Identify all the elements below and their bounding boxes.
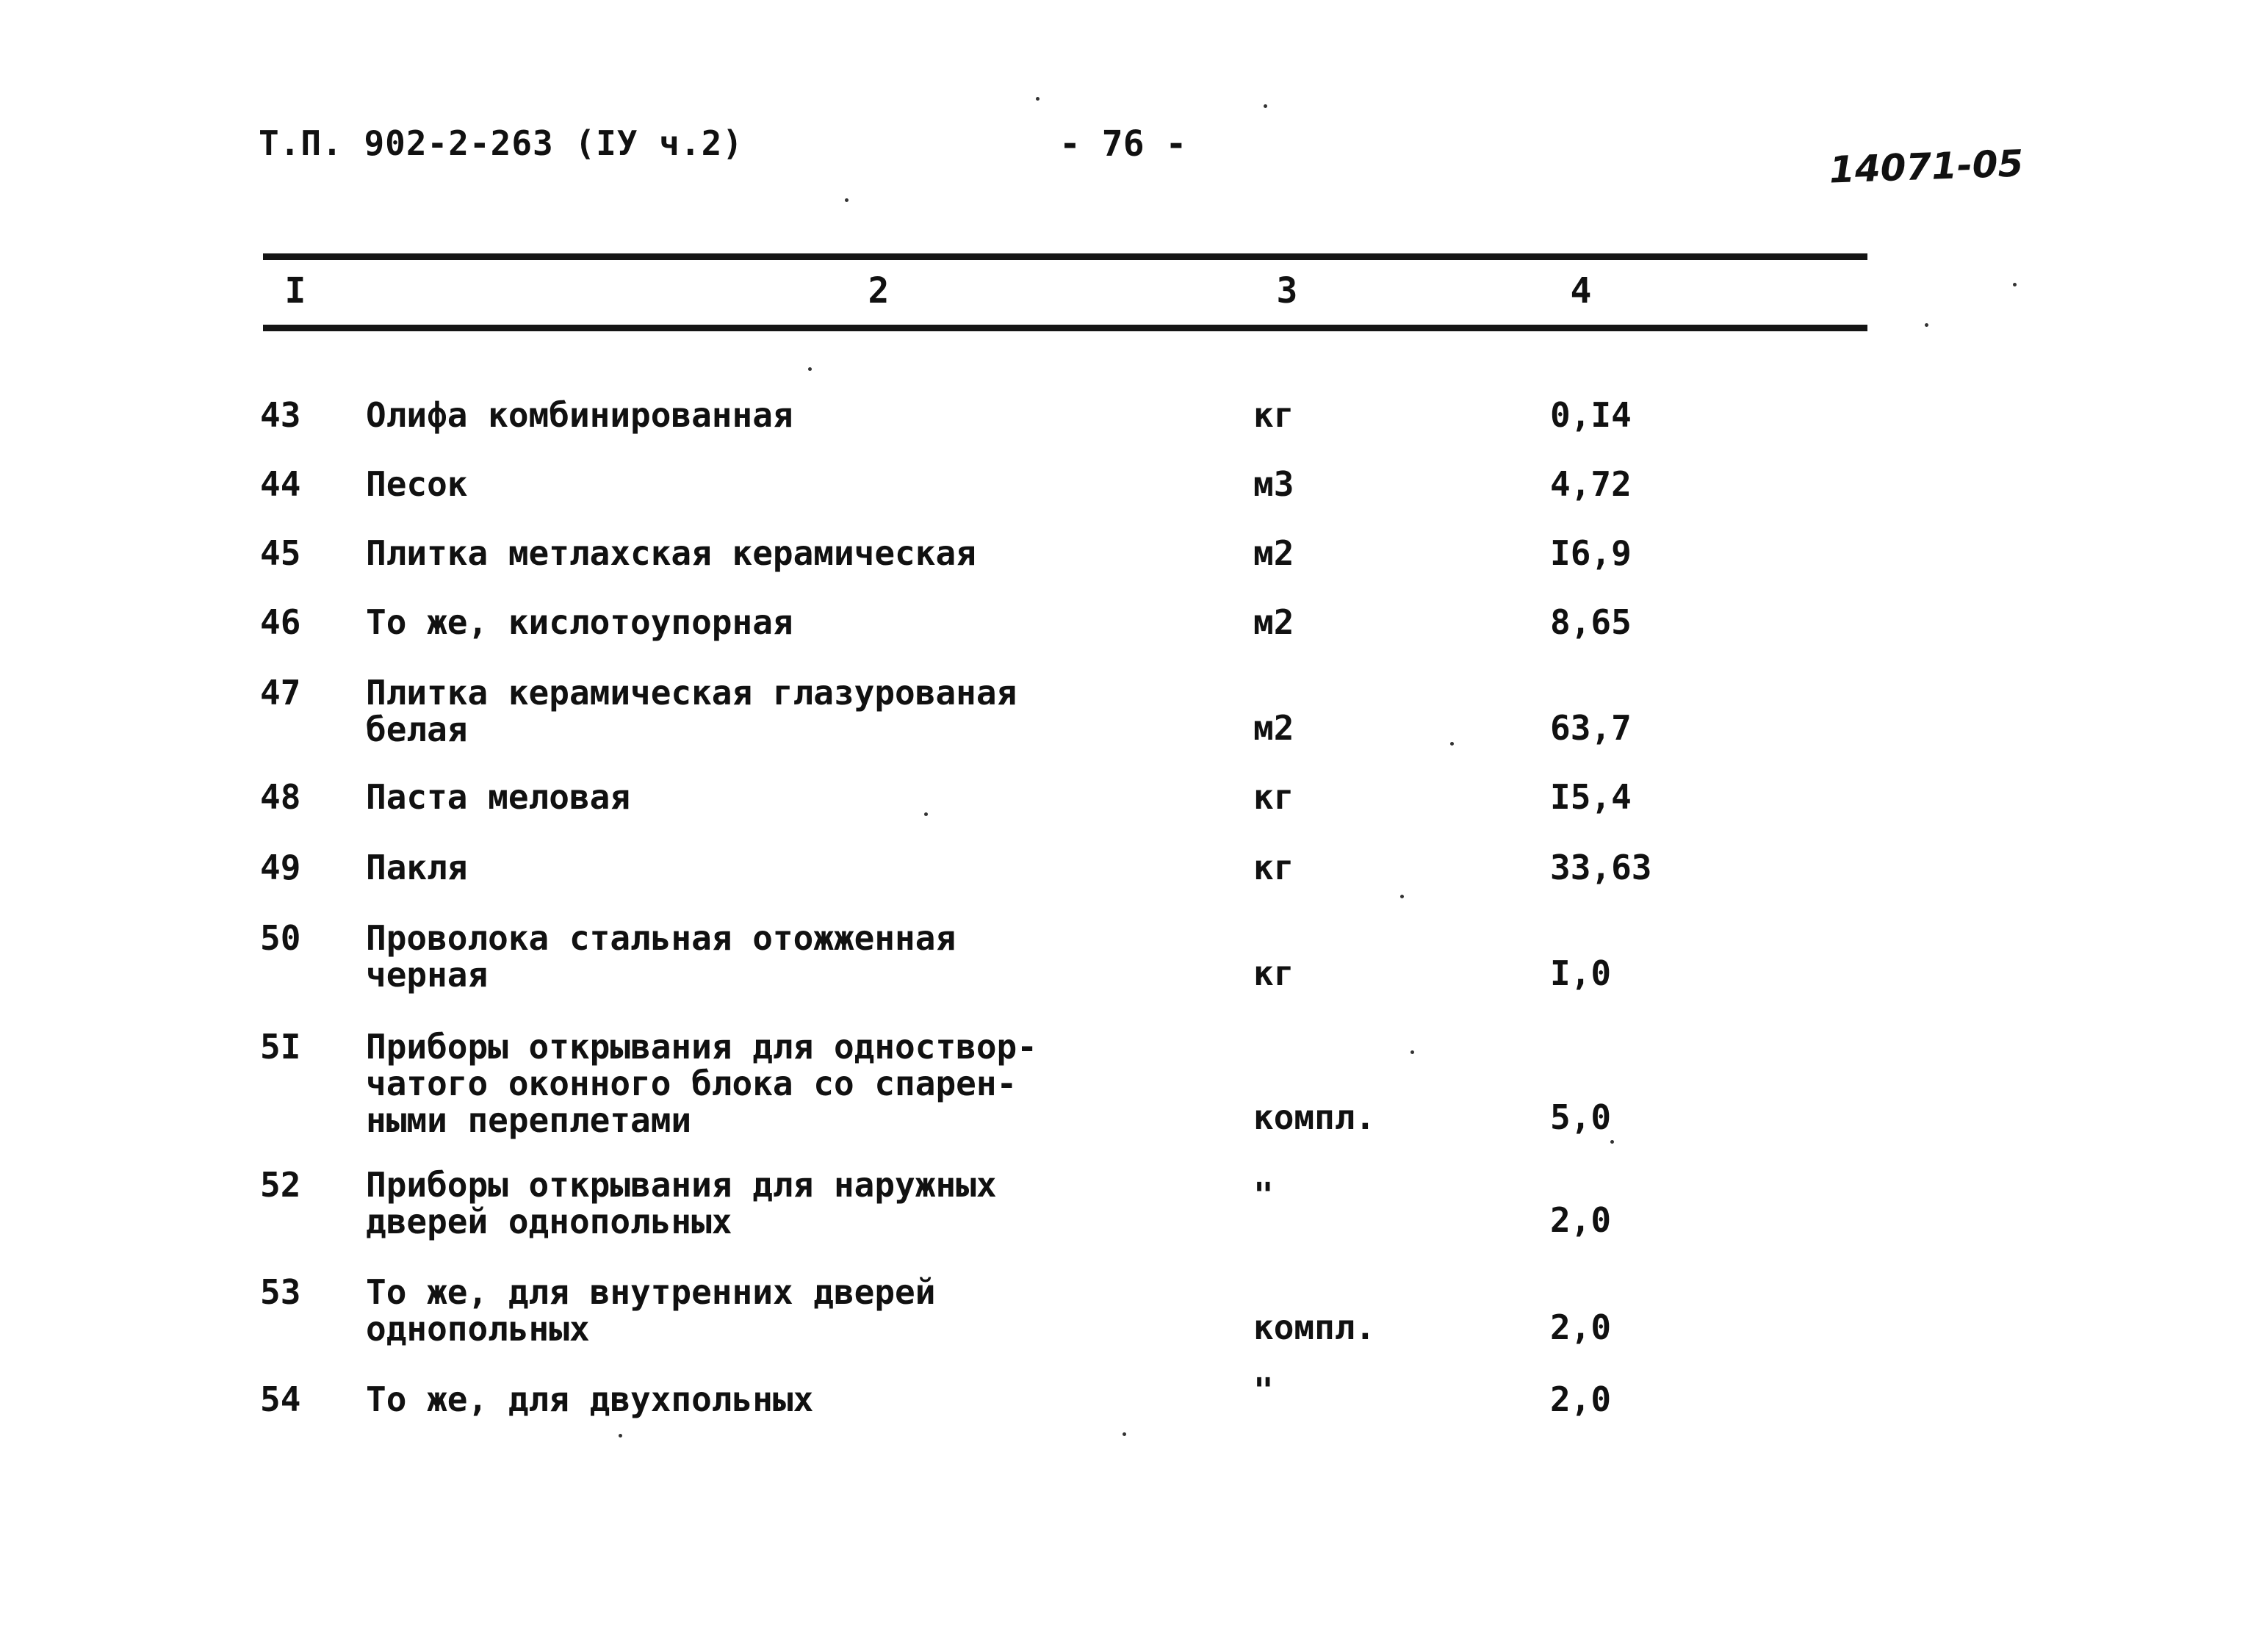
row-number: 50 (260, 918, 301, 958)
row-unit: кг (1253, 848, 1294, 887)
row-quantity: 63,7 (1550, 708, 1632, 748)
scan-speck (1400, 895, 1404, 898)
row-material: Олифа комбинированная (366, 395, 793, 435)
column-header-1: I (284, 270, 306, 311)
row-number: 52 (260, 1165, 301, 1205)
row-material: Песок (366, 464, 468, 504)
scan-speck (1610, 1140, 1614, 1144)
row-material: Пакля (366, 848, 468, 887)
scan-speck (1410, 1050, 1414, 1054)
archive-number: 14071-05 (1829, 142, 2025, 192)
row-quantity: I5,4 (1550, 777, 1632, 817)
row-number: 53 (260, 1272, 301, 1312)
row-unit: кг (1253, 395, 1294, 435)
row-material: Проволока стальная отожженная черная (366, 918, 956, 995)
row-quantity: 4,72 (1550, 464, 1632, 504)
table-header-rule (263, 325, 1867, 331)
row-material: То же, для внутренних дверей однопольных (366, 1272, 936, 1349)
column-header-2: 2 (868, 270, 890, 311)
row-unit: " (1253, 1371, 1274, 1410)
row-material: То же, кислотоупорная (366, 602, 793, 642)
row-number: 48 (260, 777, 301, 817)
row-unit: кг (1253, 953, 1294, 993)
row-quantity: 2,0 (1550, 1307, 1612, 1347)
row-quantity: 0,I4 (1550, 395, 1632, 435)
column-header-3: 3 (1276, 270, 1298, 311)
row-quantity: 2,0 (1550, 1379, 1612, 1419)
row-material: Паста меловая (366, 777, 631, 817)
row-quantity: 2,0 (1550, 1200, 1612, 1240)
row-material: Приборы открывания для одноствор- чатого оконного блока со спарен- ными переплетами (366, 1027, 1037, 1140)
scan-speck (924, 812, 928, 816)
row-unit: кг (1253, 777, 1294, 817)
row-unit: " (1253, 1175, 1274, 1215)
row-quantity: I6,9 (1550, 533, 1632, 573)
scan-speck (619, 1434, 622, 1438)
scan-speck (1264, 104, 1267, 108)
column-header-4: 4 (1570, 270, 1592, 311)
row-unit: компл. (1253, 1097, 1376, 1137)
row-material: Приборы открывания для наружных дверей однопольных (366, 1165, 997, 1241)
row-number: 44 (260, 464, 301, 504)
row-number: 49 (260, 848, 301, 887)
row-number: 47 (260, 673, 301, 713)
row-number: 54 (260, 1379, 301, 1419)
row-unit: компл. (1253, 1307, 1376, 1347)
scan-speck (845, 198, 849, 202)
row-unit: м2 (1253, 533, 1294, 573)
row-unit: м3 (1253, 464, 1294, 504)
scan-speck (1123, 1432, 1126, 1436)
row-material: Плитка метлахская керамическая (366, 533, 976, 573)
row-number: 46 (260, 602, 301, 642)
scan-speck (1036, 97, 1040, 101)
scan-speck (2013, 283, 2017, 286)
row-quantity: I,0 (1550, 953, 1612, 993)
document-code: Т.П. 902-2-263 (IУ ч.2) (259, 123, 743, 163)
scan-speck (808, 367, 812, 371)
table-top-rule (263, 253, 1867, 260)
row-number: 45 (260, 533, 301, 573)
scan-speck (1925, 323, 1928, 327)
row-unit: м2 (1253, 602, 1294, 642)
row-material: Плитка керамическая глазурованая белая (366, 673, 1017, 749)
row-number: 43 (260, 395, 301, 435)
row-quantity: 33,63 (1550, 848, 1652, 887)
row-number: 5I (260, 1027, 301, 1067)
scan-speck (1450, 742, 1454, 746)
row-quantity: 8,65 (1550, 602, 1632, 642)
row-quantity: 5,0 (1550, 1097, 1612, 1137)
row-unit: м2 (1253, 708, 1294, 748)
page-number: - 76 - (1059, 123, 1187, 165)
row-material: То же, для двухпольных (366, 1379, 814, 1419)
